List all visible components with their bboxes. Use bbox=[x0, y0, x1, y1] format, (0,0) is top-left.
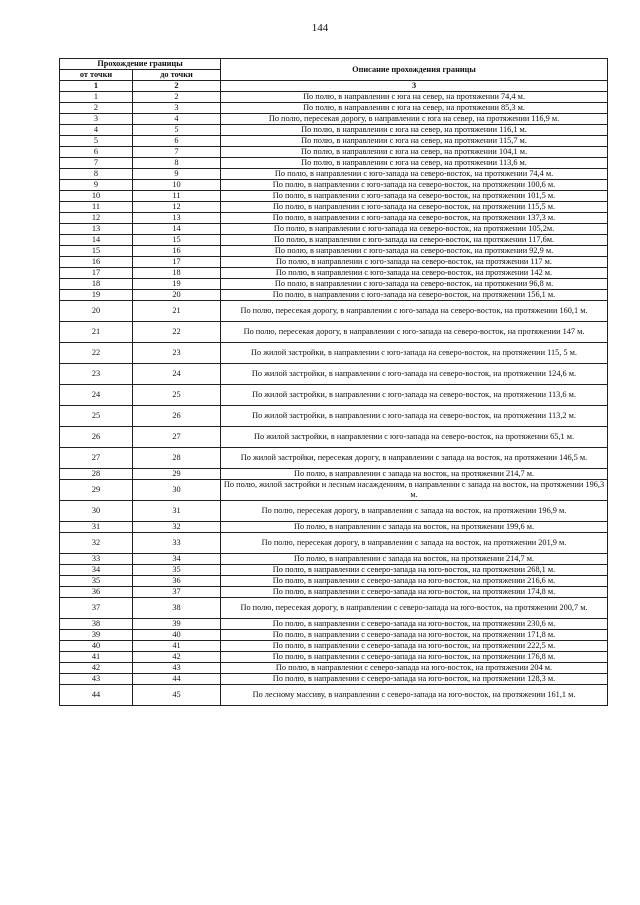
point-to-cell: 20 bbox=[133, 290, 221, 301]
point-to-cell: 19 bbox=[133, 279, 221, 290]
point-from-cell: 3 bbox=[60, 114, 133, 125]
table-row bbox=[60, 147, 608, 158]
point-to-cell: 41 bbox=[133, 641, 221, 652]
description-cell: По полю, в направлении с юго-запада на северо-восток, на протяжении 96,8 м. bbox=[221, 279, 608, 290]
point-to-cell: 28 bbox=[133, 448, 221, 469]
description-cell: По полю, в направлении с запада на восток, на протяжении 199,6 м. bbox=[221, 522, 608, 533]
table-row bbox=[60, 125, 608, 136]
point-to-cell: 25 bbox=[133, 385, 221, 406]
point-from-cell: 36 bbox=[60, 587, 133, 598]
point-to-cell: 15 bbox=[133, 235, 221, 246]
table-row bbox=[60, 522, 608, 533]
table-row bbox=[60, 565, 608, 576]
description-cell: По жилой застройки, в направлении с юго-запада на северо-восток, на протяжении 115, 5 м. bbox=[221, 343, 608, 364]
table-row bbox=[60, 301, 608, 322]
point-from-cell: 8 bbox=[60, 169, 133, 180]
point-to-cell: 12 bbox=[133, 202, 221, 213]
description-cell: По полю, пересекая дорогу, в направлении с запада на восток, на протяжении 196,9 м. bbox=[221, 501, 608, 522]
table-row bbox=[60, 427, 608, 448]
description-cell: По полю, пересекая дорогу, в направлении с юго-запада на северо-восток, на протяжении 147 м. bbox=[221, 322, 608, 343]
header-description: Описание прохождения границы bbox=[221, 59, 608, 81]
point-to-cell: 34 bbox=[133, 554, 221, 565]
table-row bbox=[60, 598, 608, 619]
point-to-cell: 23 bbox=[133, 343, 221, 364]
point-from-cell: 44 bbox=[60, 685, 133, 706]
point-to-cell: 22 bbox=[133, 322, 221, 343]
table-row bbox=[60, 663, 608, 674]
point-to-cell: 2 bbox=[133, 92, 221, 103]
description-cell: По полю, в направлении с северо-запада на юго-восток, на протяжении 174,8 м. bbox=[221, 587, 608, 598]
point-to-cell: 26 bbox=[133, 406, 221, 427]
description-cell: По полю, в направлении с юго-запада на северо-восток, на протяжении 117,6м. bbox=[221, 235, 608, 246]
table-row bbox=[60, 103, 608, 114]
header-num-from: 1 bbox=[60, 81, 133, 92]
description-cell: По жилой застройки, в направлении с юго-запада на северо-восток, на протяжении 113,2 м. bbox=[221, 406, 608, 427]
point-to-cell: 18 bbox=[133, 268, 221, 279]
point-from-cell: 9 bbox=[60, 180, 133, 191]
table-row bbox=[60, 587, 608, 598]
description-cell: По полю, в направлении с юго-запада на северо-восток, на протяжении 105,2м. bbox=[221, 224, 608, 235]
description-cell: По полю, в направлении с юго-запада на северо-восток, на протяжении 117 м. bbox=[221, 257, 608, 268]
table-row bbox=[60, 533, 608, 554]
point-to-cell: 30 bbox=[133, 480, 221, 501]
table-row bbox=[60, 385, 608, 406]
description-cell: По полю, в направлении с юга на север, на протяжении 116,1 м. bbox=[221, 125, 608, 136]
header-num-desc: 3 bbox=[221, 81, 608, 92]
point-from-cell: 17 bbox=[60, 268, 133, 279]
description-cell: По полю, в направлении с северо-запада на юго-восток, на протяжении 230,6 м. bbox=[221, 619, 608, 630]
description-cell: По жилой застройки, в направлении с юго-запада на северо-восток, на протяжении 113,6 м. bbox=[221, 385, 608, 406]
point-to-cell: 40 bbox=[133, 630, 221, 641]
table-row bbox=[60, 619, 608, 630]
point-from-cell: 24 bbox=[60, 385, 133, 406]
point-to-cell: 9 bbox=[133, 169, 221, 180]
table-row bbox=[60, 169, 608, 180]
description-cell: По полю, в направлении с северо-запада на юго-восток, на протяжении 171,8 м. bbox=[221, 630, 608, 641]
point-to-cell: 36 bbox=[133, 576, 221, 587]
point-to-cell: 29 bbox=[133, 469, 221, 480]
table-row bbox=[60, 235, 608, 246]
description-cell: По жилой застройки, в направлении с юго-запада на северо-восток, на протяжении 124,6 м. bbox=[221, 364, 608, 385]
table-row bbox=[60, 448, 608, 469]
point-from-cell: 2 bbox=[60, 103, 133, 114]
point-to-cell: 37 bbox=[133, 587, 221, 598]
point-from-cell: 1 bbox=[60, 92, 133, 103]
point-to-cell: 4 bbox=[133, 114, 221, 125]
point-to-cell: 17 bbox=[133, 257, 221, 268]
table-row bbox=[60, 685, 608, 706]
description-cell: По полю, в направлении с северо-запада на юго-восток, на протяжении 128,3 м. bbox=[221, 674, 608, 685]
description-cell: По полю, в направлении с юга на север, на протяжении 115,7 м. bbox=[221, 136, 608, 147]
point-from-cell: 32 bbox=[60, 533, 133, 554]
point-from-cell: 42 bbox=[60, 663, 133, 674]
description-cell: По полю, жилой застройки и лесным насаждениям, в направлении с запада на восток, на протяжении 196,3 м. bbox=[221, 480, 608, 501]
point-to-cell: 33 bbox=[133, 533, 221, 554]
point-to-cell: 43 bbox=[133, 663, 221, 674]
header-to: до точки bbox=[133, 70, 221, 81]
point-from-cell: 30 bbox=[60, 501, 133, 522]
point-from-cell: 29 bbox=[60, 480, 133, 501]
point-from-cell: 5 bbox=[60, 136, 133, 147]
description-cell: По полю, в направлении с юго-запада на северо-восток, на протяжении 142 м. bbox=[221, 268, 608, 279]
description-cell: По полю, в направлении с юго-запада на северо-восток, на протяжении 137,3 м. bbox=[221, 213, 608, 224]
point-from-cell: 4 bbox=[60, 125, 133, 136]
description-cell: По полю, пересекая дорогу, в направлении с запада на восток, на протяжении 201,9 м. bbox=[221, 533, 608, 554]
header-num-to: 2 bbox=[133, 81, 221, 92]
table-row bbox=[60, 279, 608, 290]
point-from-cell: 38 bbox=[60, 619, 133, 630]
table-row bbox=[60, 136, 608, 147]
description-cell: По полю, в направлении с северо-запада на юго-восток, на протяжении 204 м. bbox=[221, 663, 608, 674]
description-cell: По полю, в направлении с запада на восток, на протяжении 214,7 м. bbox=[221, 554, 608, 565]
point-to-cell: 32 bbox=[133, 522, 221, 533]
point-to-cell: 3 bbox=[133, 103, 221, 114]
description-cell: По полю, в направлении с юга на север, на протяжении 74,4 м. bbox=[221, 92, 608, 103]
point-from-cell: 13 bbox=[60, 224, 133, 235]
description-cell: По полю, в направлении с запада на восток, на протяжении 214,7 м. bbox=[221, 469, 608, 480]
description-cell: По полю, в направлении с северо-запада на юго-восток, на протяжении 222,5 м. bbox=[221, 641, 608, 652]
description-cell: По полю, в направлении с северо-запада на юго-восток, на протяжении 216,6 м. bbox=[221, 576, 608, 587]
point-from-cell: 18 bbox=[60, 279, 133, 290]
point-from-cell: 37 bbox=[60, 598, 133, 619]
point-from-cell: 31 bbox=[60, 522, 133, 533]
point-to-cell: 44 bbox=[133, 674, 221, 685]
description-cell: По полю, пересекая дорогу, в направлении с северо-запада на юго-восток, на протяжении 200,7 м. bbox=[221, 598, 608, 619]
description-cell: По полю, в направлении с юга на север, на протяжении 85,3 м. bbox=[221, 103, 608, 114]
point-to-cell: 45 bbox=[133, 685, 221, 706]
point-from-cell: 23 bbox=[60, 364, 133, 385]
table-row bbox=[60, 343, 608, 364]
table-row bbox=[60, 652, 608, 663]
point-from-cell: 20 bbox=[60, 301, 133, 322]
page-number: 144 bbox=[311, 22, 329, 34]
table-row bbox=[60, 290, 608, 301]
point-from-cell: 10 bbox=[60, 191, 133, 202]
point-from-cell: 16 bbox=[60, 257, 133, 268]
point-to-cell: 11 bbox=[133, 191, 221, 202]
point-from-cell: 34 bbox=[60, 565, 133, 576]
description-cell: По полю, в направлении с юго-запада на северо-восток, на протяжении 74,4 м. bbox=[221, 169, 608, 180]
description-cell: По полю, пересекая дорогу, в направлении с юго-запада на северо-восток, на протяжении 160,1 м. bbox=[221, 301, 608, 322]
point-to-cell: 31 bbox=[133, 501, 221, 522]
description-cell: По полю, пересекая дорогу, в направлении с юга на север, на протяжении 116,9 м. bbox=[221, 114, 608, 125]
point-to-cell: 13 bbox=[133, 213, 221, 224]
point-to-cell: 35 bbox=[133, 565, 221, 576]
point-from-cell: 6 bbox=[60, 147, 133, 158]
point-from-cell: 11 bbox=[60, 202, 133, 213]
header-from: от точки bbox=[60, 70, 133, 81]
table-row bbox=[60, 202, 608, 213]
table-row bbox=[60, 554, 608, 565]
table-row bbox=[60, 480, 608, 501]
point-to-cell: 14 bbox=[133, 224, 221, 235]
table-row bbox=[60, 469, 608, 480]
table-body bbox=[60, 92, 608, 706]
point-to-cell: 39 bbox=[133, 619, 221, 630]
point-from-cell: 27 bbox=[60, 448, 133, 469]
point-to-cell: 38 bbox=[133, 598, 221, 619]
point-to-cell: 27 bbox=[133, 427, 221, 448]
description-cell: По полю, в направлении с юга на север, на протяжении 113,6 м. bbox=[221, 158, 608, 169]
point-from-cell: 40 bbox=[60, 641, 133, 652]
point-from-cell: 35 bbox=[60, 576, 133, 587]
description-cell: По лесному массиву, в направлении с северо-запада на юго-восток, на протяжении 161,1 м. bbox=[221, 685, 608, 706]
table-row bbox=[60, 92, 608, 103]
description-cell: По жилой застройки, в направлении с юго-запада на северо-восток, на протяжении 65,1 м. bbox=[221, 427, 608, 448]
description-cell: По полю, в направлении с юга на север, на протяжении 104,1 м. bbox=[221, 147, 608, 158]
table-row bbox=[60, 191, 608, 202]
point-to-cell: 6 bbox=[133, 136, 221, 147]
description-cell: По полю, в направлении с юго-запада на северо-восток, на протяжении 156,1 м. bbox=[221, 290, 608, 301]
point-from-cell: 39 bbox=[60, 630, 133, 641]
point-to-cell: 5 bbox=[133, 125, 221, 136]
description-cell: По полю, в направлении с юго-запада на северо-восток, на протяжении 100,6 м. bbox=[221, 180, 608, 191]
table-row bbox=[60, 630, 608, 641]
point-to-cell: 21 bbox=[133, 301, 221, 322]
table-row bbox=[60, 641, 608, 652]
table-row bbox=[60, 180, 608, 191]
point-to-cell: 24 bbox=[133, 364, 221, 385]
table-row bbox=[60, 674, 608, 685]
point-from-cell: 43 bbox=[60, 674, 133, 685]
point-from-cell: 25 bbox=[60, 406, 133, 427]
point-from-cell: 14 bbox=[60, 235, 133, 246]
table-row bbox=[60, 576, 608, 587]
point-from-cell: 41 bbox=[60, 652, 133, 663]
point-from-cell: 33 bbox=[60, 554, 133, 565]
description-cell: По полю, в направлении с юго-запада на северо-восток, на протяжении 101,5 м. bbox=[221, 191, 608, 202]
table-row bbox=[60, 114, 608, 125]
description-cell: По полю, в направлении с юго-запада на северо-восток, на протяжении 92,9 м. bbox=[221, 246, 608, 257]
point-from-cell: 19 bbox=[60, 290, 133, 301]
table-row bbox=[60, 224, 608, 235]
description-cell: По полю, в направлении с северо-запада на юго-восток, на протяжении 176,8 м. bbox=[221, 652, 608, 663]
point-from-cell: 12 bbox=[60, 213, 133, 224]
point-from-cell: 21 bbox=[60, 322, 133, 343]
point-from-cell: 7 bbox=[60, 158, 133, 169]
description-cell: По полю, в направлении с северо-запада на юго-восток, на протяжении 268,1 м. bbox=[221, 565, 608, 576]
table-row bbox=[60, 268, 608, 279]
point-to-cell: 16 bbox=[133, 246, 221, 257]
table-row bbox=[60, 364, 608, 385]
header-group: Прохождение границы bbox=[60, 59, 221, 70]
table-row bbox=[60, 257, 608, 268]
table-row bbox=[60, 158, 608, 169]
point-from-cell: 15 bbox=[60, 246, 133, 257]
boundary-table bbox=[59, 58, 608, 706]
point-to-cell: 8 bbox=[133, 158, 221, 169]
point-from-cell: 22 bbox=[60, 343, 133, 364]
point-to-cell: 7 bbox=[133, 147, 221, 158]
point-from-cell: 26 bbox=[60, 427, 133, 448]
table-row bbox=[60, 406, 608, 427]
description-cell: По полю, в направлении с юго-запада на северо-восток, на протяжении 115,5 м. bbox=[221, 202, 608, 213]
table-row bbox=[60, 501, 608, 522]
point-from-cell: 28 bbox=[60, 469, 133, 480]
table-row bbox=[60, 322, 608, 343]
table-row bbox=[60, 246, 608, 257]
description-cell: По жилой застройки, пересекая дорогу, в направлении с запада на восток, на протяжении 146,5 м. bbox=[221, 448, 608, 469]
point-to-cell: 42 bbox=[133, 652, 221, 663]
point-to-cell: 10 bbox=[133, 180, 221, 191]
table-row bbox=[60, 213, 608, 224]
